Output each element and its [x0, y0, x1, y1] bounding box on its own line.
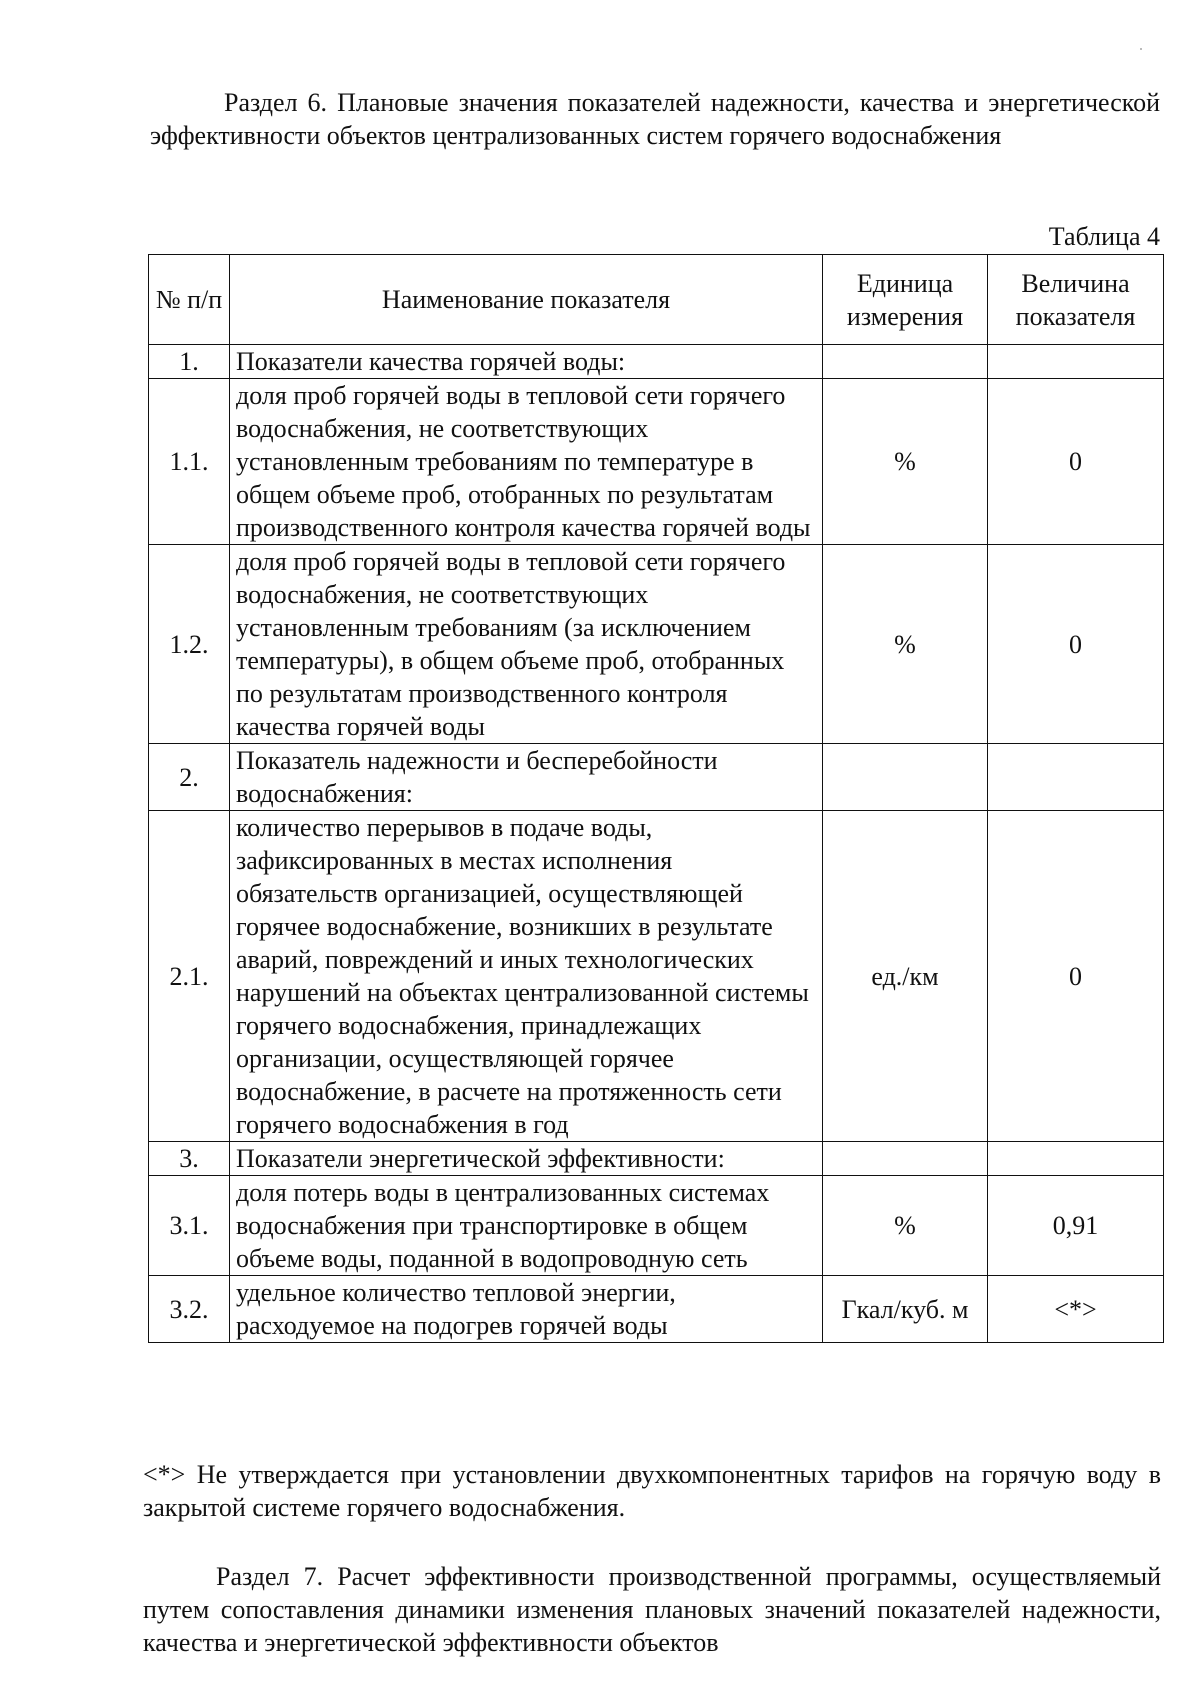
row-unit: %	[823, 1176, 988, 1276]
row-name: доля проб горячей воды в тепловой сети горячего водоснабжения, не соответствующих установленным требованиям по температуре в общем объеме проб, отобранных по результатам производственного контроля качества горячей воды	[230, 379, 823, 545]
row-value	[988, 345, 1164, 379]
footnote: <*> Не утверждается при установлении двухкомпонентных тарифов на горячую воду в закрытой системе горячего водоснабжения.	[143, 1460, 1161, 1522]
row-num: 3.	[149, 1142, 230, 1176]
row-unit	[823, 1142, 988, 1176]
row-unit: Гкал/куб. м	[823, 1276, 988, 1343]
row-num: 2.	[149, 744, 230, 811]
scan-speck	[1140, 48, 1142, 50]
row-name: Показатели энергетической эффективности:	[230, 1142, 823, 1176]
row-name: удельное количество тепловой энергии, расходуемое на подогрев горячей воды	[230, 1276, 823, 1343]
row-name: Показатели качества горячей воды:	[230, 345, 823, 379]
row-name: количество перерывов в подаче воды, зафиксированных в местах исполнения обязательств организацией, осуществляющей горячее водоснабжение, возникших в результате аварий, повреждений и иных технологических нарушений на объектах централизованной системы горячего водоснабжения, принадлежащих организации, осуществляющей горячее водоснабжение, в расчете на протяженность сети горячего водоснабжения в год	[230, 811, 823, 1142]
row-name: доля потерь воды в централизованных системах водоснабжения при транспортировке в общем объеме воды, поданной в водопроводную сеть	[230, 1176, 823, 1276]
indicators-table	[148, 254, 1164, 1343]
table-header-row	[149, 255, 1164, 345]
table-row	[149, 1142, 1164, 1176]
row-unit: %	[823, 379, 988, 545]
row-name: Показатель надежности и бесперебойности водоснабжения:	[230, 744, 823, 811]
table-row	[149, 545, 1164, 744]
table-row	[149, 811, 1164, 1142]
table-row	[149, 345, 1164, 379]
table-row	[149, 379, 1164, 545]
row-num: 1.1.	[149, 379, 230, 545]
row-unit: ед./км	[823, 811, 988, 1142]
header-name: Наименование показателя	[230, 255, 823, 345]
table-row	[149, 1276, 1164, 1343]
section-6-heading: Раздел 6. Плановые значения показателей надежности, качества и энергетической эффективности объектов централизованных систем горячего водоснабжения	[150, 88, 1160, 150]
row-value: 0,91	[988, 1176, 1164, 1276]
header-value: Величина показателя	[988, 255, 1164, 345]
row-value	[988, 744, 1164, 811]
row-num: 1.2.	[149, 545, 230, 744]
row-name: доля проб горячей воды в тепловой сети горячего водоснабжения, не соответствующих установленным требованиям (за исключением температуры), в общем объеме проб, отобранных по результатам производственного контроля качества горячей воды	[230, 545, 823, 744]
row-num: 3.1.	[149, 1176, 230, 1276]
row-value: 0	[988, 545, 1164, 744]
table-row	[149, 744, 1164, 811]
row-value	[988, 1142, 1164, 1176]
header-unit: Единица измерения	[823, 255, 988, 345]
row-value: 0	[988, 379, 1164, 545]
row-unit	[823, 744, 988, 811]
row-num: 2.1.	[149, 811, 230, 1142]
row-value: 0	[988, 811, 1164, 1142]
row-num: 3.2.	[149, 1276, 230, 1343]
table-row	[149, 1176, 1164, 1276]
row-unit	[823, 345, 988, 379]
section-7-heading: Раздел 7. Расчет эффективности производственной программы, осуществляемый путем сопоставления динамики изменения плановых значений показателей надежности, качества и энергетической эффективности объектов	[143, 1562, 1161, 1657]
row-value: <*>	[988, 1276, 1164, 1343]
row-num: 1.	[149, 345, 230, 379]
row-unit: %	[823, 545, 988, 744]
header-num: № п/п	[149, 255, 230, 345]
table-caption: Таблица 4	[1048, 222, 1160, 251]
